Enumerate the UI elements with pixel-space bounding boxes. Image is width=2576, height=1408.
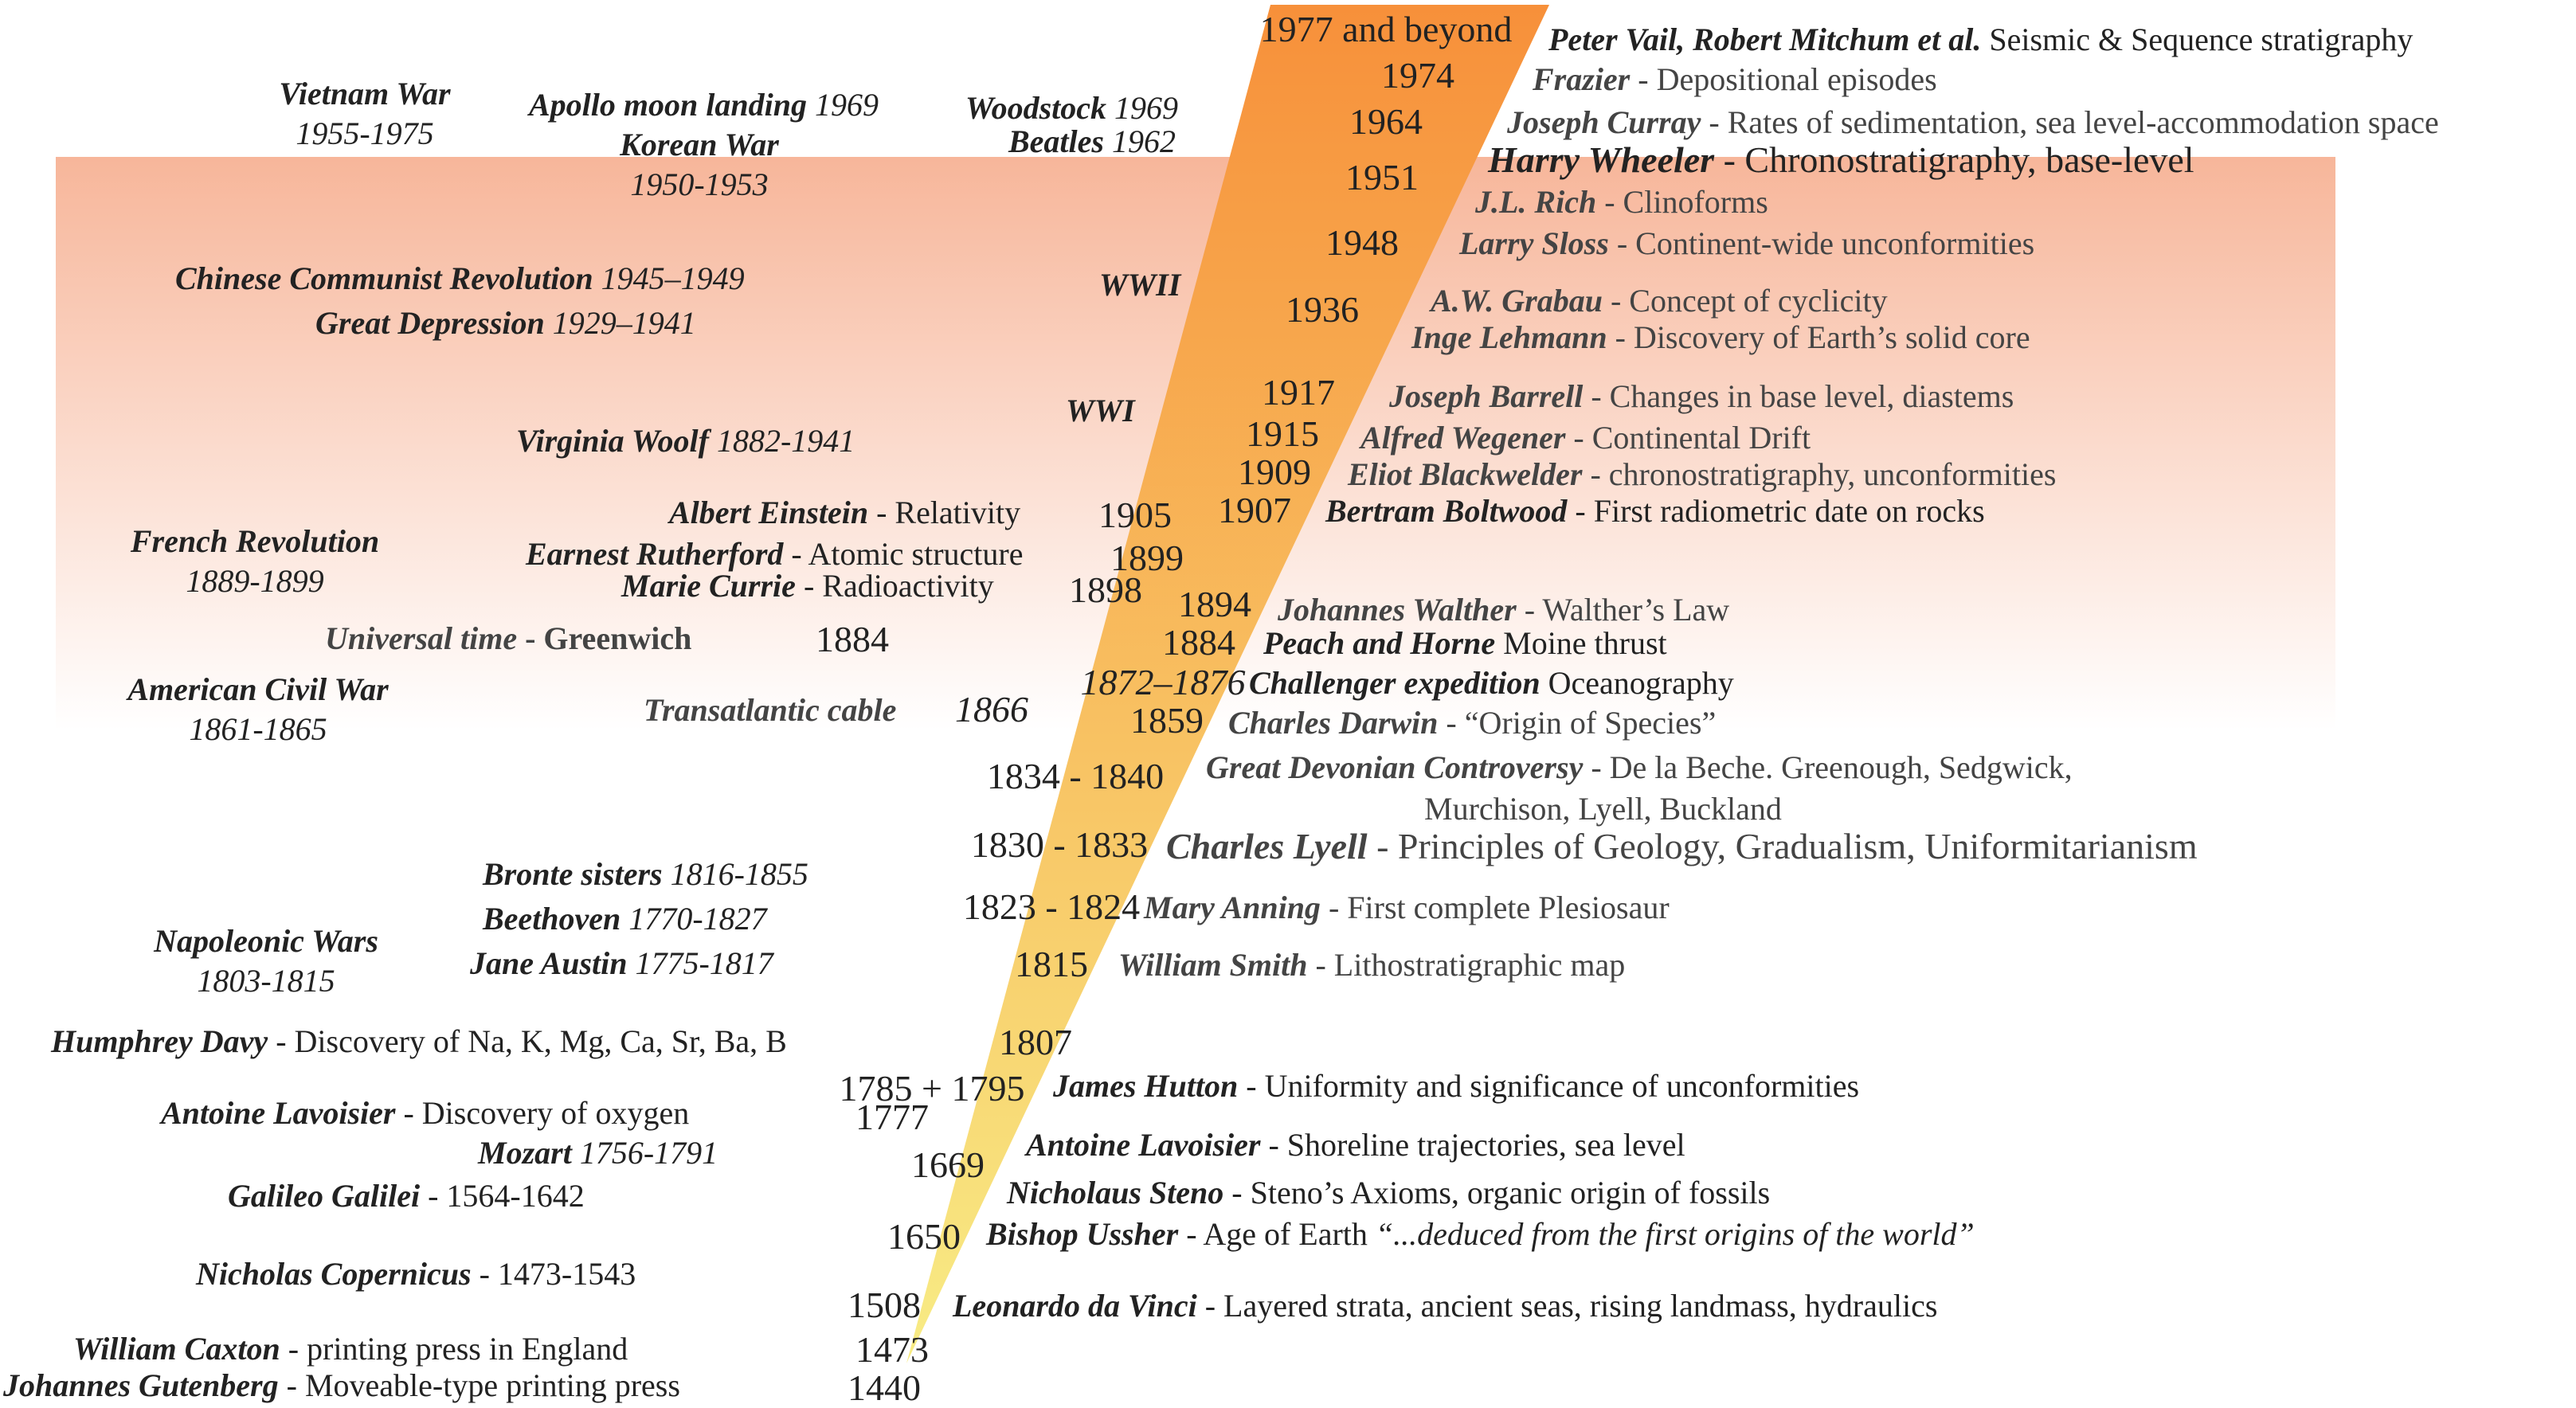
year-label: 1915	[1246, 413, 1319, 454]
science-event: Marie Currie - Radioactivity	[621, 568, 994, 604]
geology-milestone: Challenger expedition Oceanography	[1249, 665, 1734, 701]
year-label: 1964	[1349, 101, 1423, 142]
geology-milestone: Mary Anning - First complete Plesiosaur	[1144, 890, 1670, 925]
year-label: 1777	[855, 1097, 929, 1137]
geology-milestone: Peach and Horne Moine thrust	[1263, 625, 1667, 661]
year-label: 1807	[999, 1022, 1072, 1062]
science-event: Albert Einstein - Relativity	[669, 495, 1021, 530]
geology-milestone: Harry Wheeler - Chronostratigraphy, base-level	[1488, 139, 2194, 180]
geology-milestone: Antoine Lavoisier - Shoreline trajectories, sea level	[1026, 1127, 1685, 1163]
science-event: Galileo Galilei - 1564-1642	[228, 1178, 585, 1214]
year-label: 1508	[848, 1285, 921, 1325]
geology-milestone: Alfred Wegener - Continental Drift	[1360, 420, 1811, 456]
year-label: 1974	[1381, 55, 1454, 96]
geology-milestone: Eliot Blackwelder - chronostratigraphy, unconformities	[1348, 456, 2057, 492]
year-label: 1440	[848, 1367, 921, 1408]
geology-milestone: Charles Darwin - “Origin of Species”	[1228, 705, 1717, 741]
year-label: 1650	[887, 1216, 961, 1257]
year-label: 1907	[1218, 490, 1291, 530]
geology-milestone: Bertram Boltwood - First radiometric date on rocks	[1325, 493, 1985, 529]
geology-milestone: James Hutton - Uniformity and significance of unconformities	[1053, 1068, 1860, 1104]
year-label: 1905	[1098, 495, 1172, 535]
geology-milestone: Nicholaus Steno - Steno’s Axioms, organic origin of fossils	[1007, 1175, 1771, 1210]
year-label: 1909	[1238, 452, 1311, 492]
history-event: Napoleonic Wars 1803-1815	[154, 923, 378, 999]
year-label: 1834 - 1840	[986, 756, 1165, 796]
geology-milestone: Larry Sloss - Continent-wide unconformities	[1459, 225, 2035, 261]
history-event: WWI	[1066, 393, 1135, 428]
year-label: 1830 - 1833	[970, 824, 1149, 865]
year-label: 1473	[855, 1329, 929, 1370]
year-label: 1917	[1262, 372, 1335, 413]
year-label: 1785 + 1795	[839, 1068, 1025, 1109]
year-label: 1815	[1015, 944, 1088, 984]
geology-milestone: Charles Lyell - Principles of Geology, Gradualism, Uniformitarianism	[1166, 826, 2198, 866]
year-label: 1898	[1069, 569, 1142, 610]
history-event: Vietnam War 1955-1975	[279, 76, 451, 151]
year-label: 1669	[911, 1144, 985, 1185]
geology-milestone: Johannes Walther - Walther’s Law	[1278, 592, 1730, 628]
science-event: Universal time - Greenwich	[325, 620, 692, 656]
history-event: Beatles 1962	[1008, 123, 1176, 159]
geology-milestone: Inge Lehmann - Discovery of Earth’s solid core	[1411, 319, 2030, 355]
history-event: Bronte sisters 1816-1855	[483, 856, 808, 892]
history-event: Great Depression 1929–1941	[315, 305, 696, 341]
history-event: French Revolution 1889-1899	[130, 523, 380, 599]
year-label: 1859	[1130, 700, 1204, 741]
geology-milestone: Great Devonian Controversy - De la Beche. Greenough, Sedgwick,	[1206, 749, 2073, 785]
year-label: 1977 and beyond	[1259, 9, 1513, 49]
history-event: WWII	[1099, 267, 1181, 303]
geology-milestone: William Smith - Lithostratigraphic map	[1118, 947, 1626, 983]
history-event: Virginia Woolf 1882-1941	[516, 423, 855, 459]
year-label: 1894	[1178, 584, 1251, 624]
science-event: Nicholas Copernicus - 1473-1543	[196, 1256, 636, 1292]
geology-milestone: Bishop Ussher - Age of Earth “...deduced from the first origins of the world”	[986, 1216, 1975, 1252]
geology-milestone: Joseph Curray - Rates of sedimentation, sea level-accommodation space	[1507, 104, 2439, 140]
history-event: American Civil War 1861-1865	[127, 671, 389, 747]
science-event: Earnest Rutherford - Atomic structure	[526, 536, 1024, 572]
geology-milestone: J.L. Rich - Clinoforms	[1475, 184, 1768, 220]
science-event: William Caxton - printing press in England	[73, 1331, 628, 1367]
history-event: Beethoven 1770-1827	[483, 901, 767, 937]
science-event: Humphrey Davy - Discovery of Na, K, Mg, Ca, Sr, Ba, B	[51, 1023, 787, 1059]
history-event: Korean War 1950-1953	[620, 127, 779, 202]
history-event: Mozart 1756-1791	[478, 1135, 718, 1171]
year-label: 1951	[1345, 157, 1419, 198]
history-event: Woodstock 1969	[965, 90, 1179, 126]
year-label: 1899	[1110, 538, 1184, 578]
year-label: 1884	[1162, 622, 1235, 663]
history-event: Jane Austin 1775-1817	[470, 945, 773, 981]
year-label: 1948	[1325, 222, 1399, 263]
year-label: 1872–1876	[1080, 662, 1246, 702]
science-event: Antoine Lavoisier - Discovery of oxygen	[161, 1095, 690, 1131]
history-event: Apollo moon landing 1969	[529, 87, 879, 123]
year-label: 1823 - 1824	[962, 886, 1141, 927]
year-label: 1936	[1286, 289, 1359, 330]
science-event: Johannes Gutenberg - Moveable-type printing press	[3, 1367, 680, 1403]
geology-milestone: A.W. Grabau - Concept of cyclicity	[1431, 283, 1888, 319]
geology-milestone: Joseph Barrell - Changes in base level, diastems	[1389, 378, 2014, 414]
geology-milestone-cont: Murchison, Lyell, Buckland	[1424, 791, 1782, 827]
geology-milestone: Peter Vail, Robert Mitchum et al. Seismic & Sequence stratigraphy	[1548, 22, 2414, 57]
year-label: 1884	[816, 619, 889, 659]
year-label: 1866	[955, 689, 1028, 729]
geology-milestone: Leonardo da Vinci - Layered strata, ancient seas, rising landmass, hydraulics	[953, 1288, 1938, 1324]
history-event: Chinese Communist Revolution 1945–1949	[175, 260, 745, 296]
geology-milestone: Frazier - Depositional episodes	[1533, 61, 1937, 97]
science-event: Transatlantic cable	[644, 692, 897, 728]
